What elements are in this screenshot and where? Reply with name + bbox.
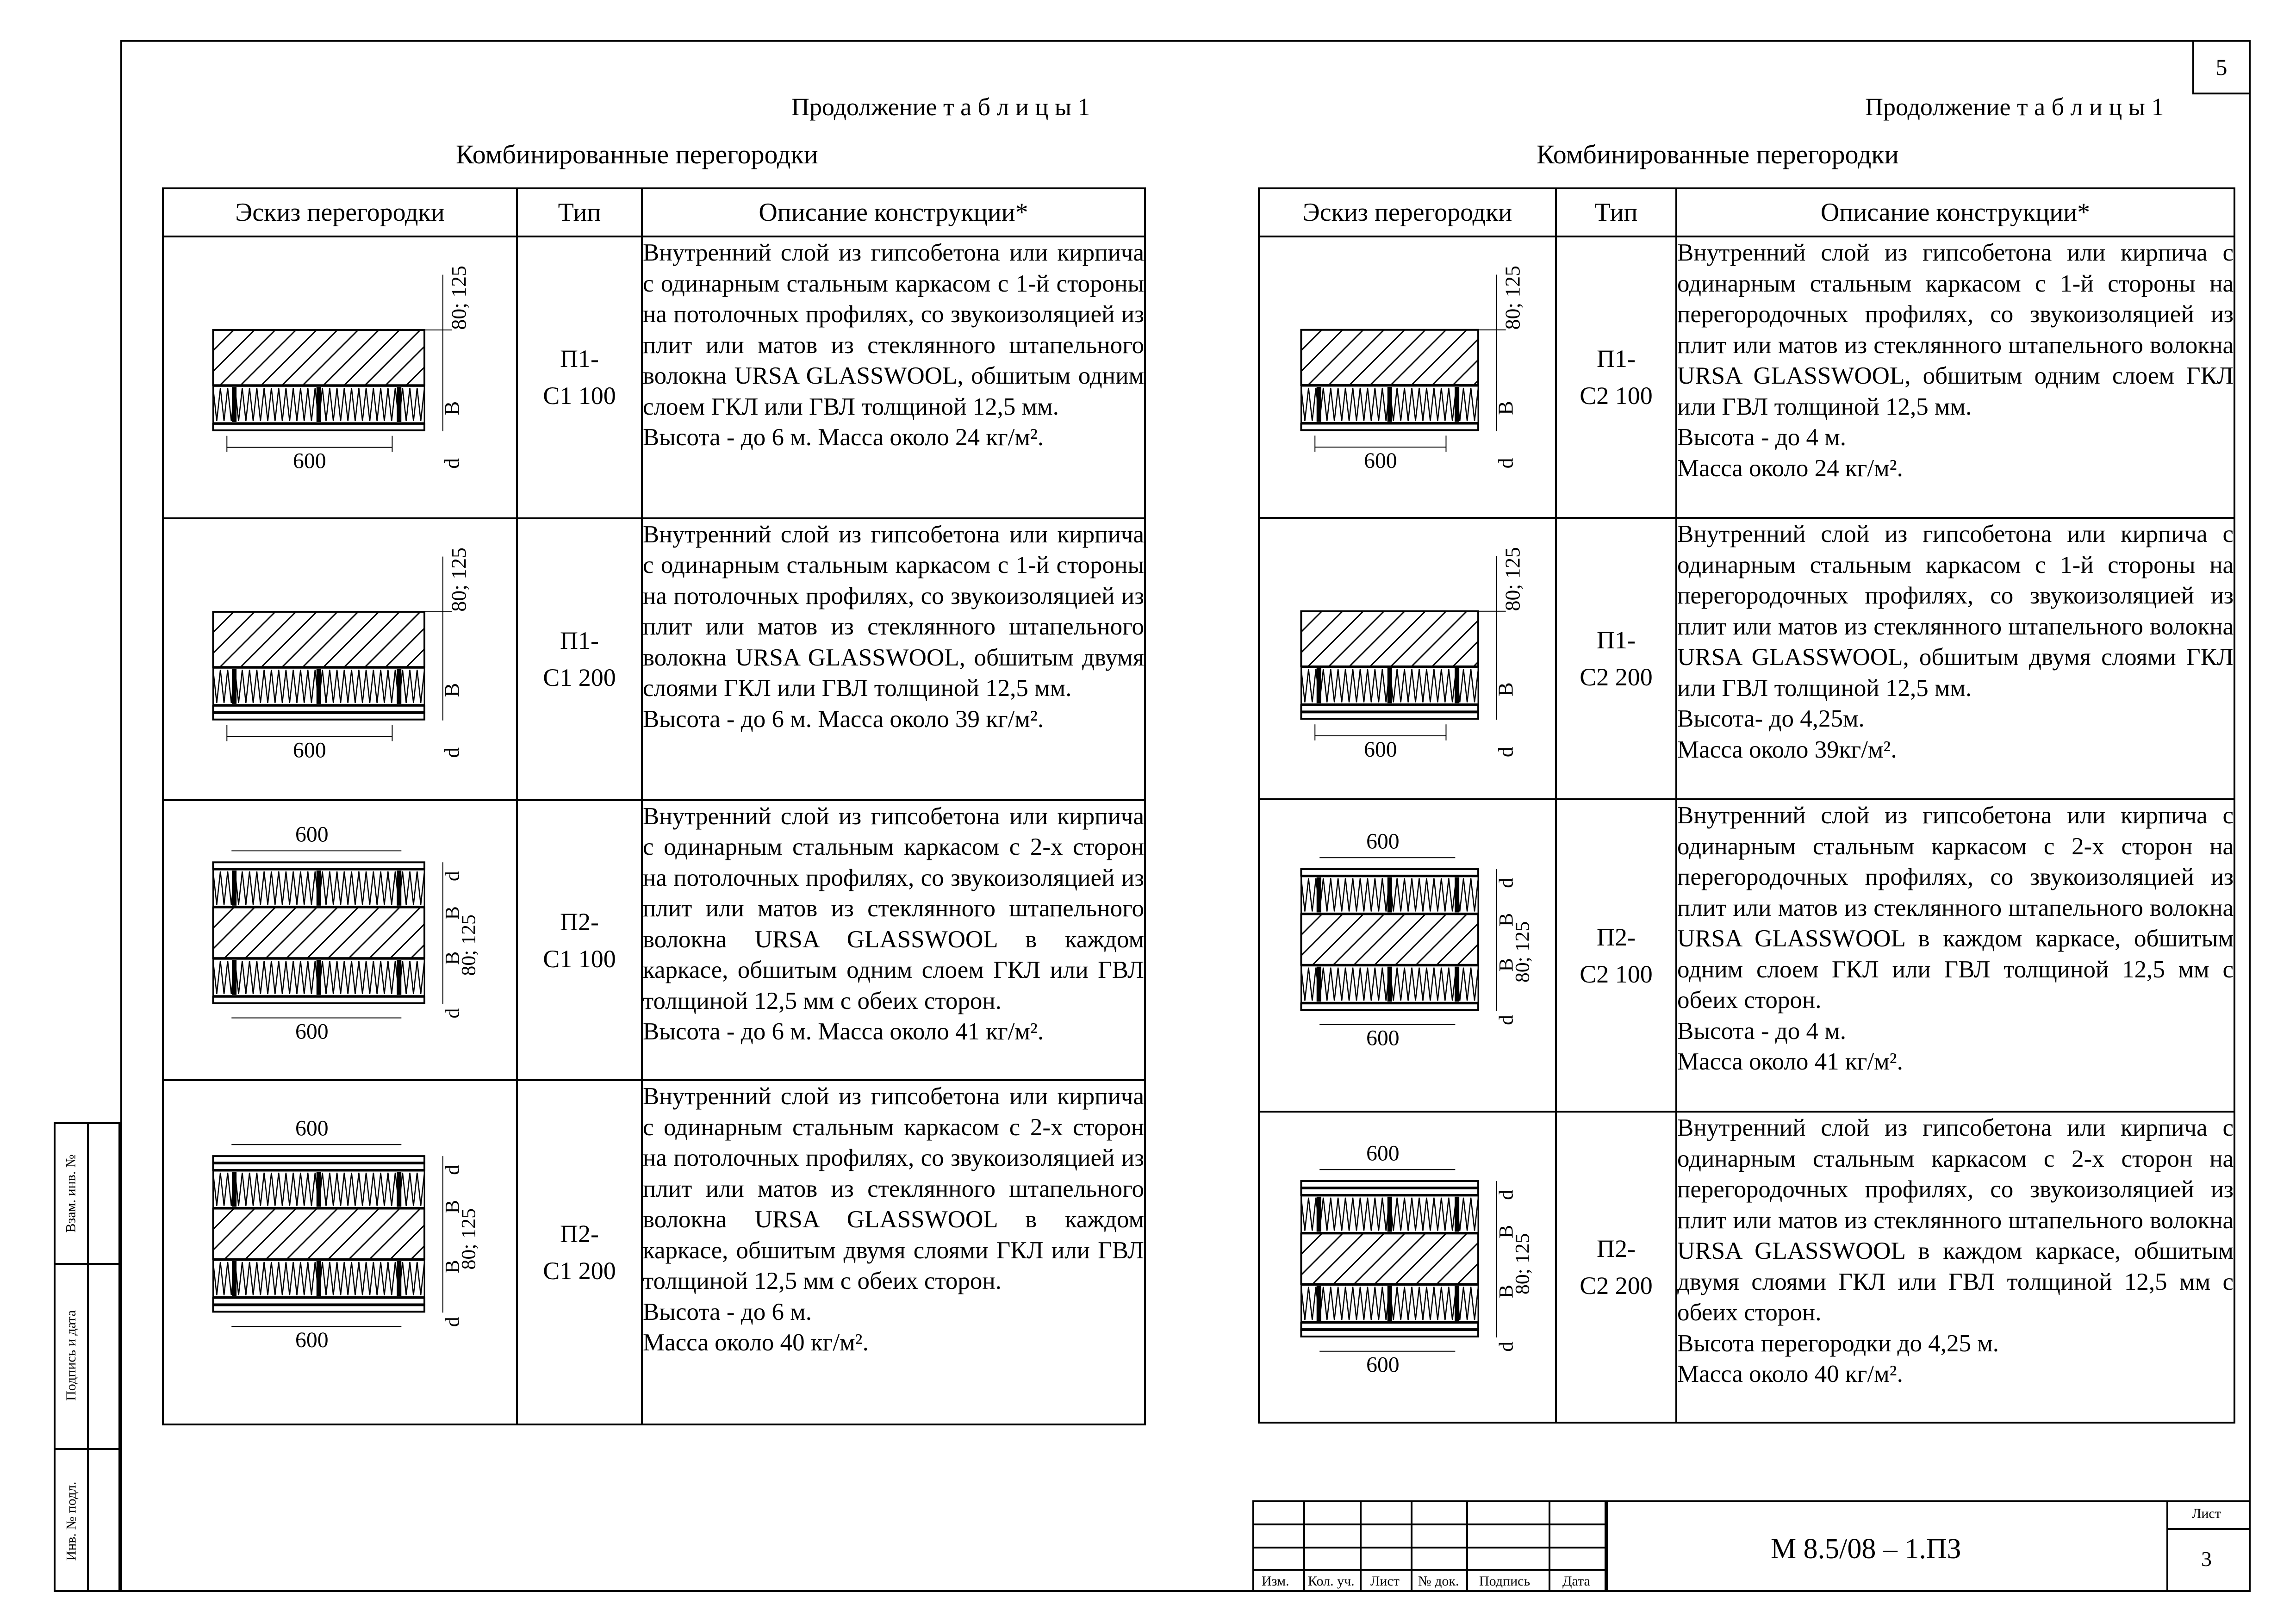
description-paragraph: Высота - до 6 м. Масса около 39 кг/м². <box>643 705 1044 733</box>
dimension-b-bottom: B <box>1495 1284 1518 1298</box>
partition-sketch <box>163 236 517 518</box>
type-code-line: С1 100 <box>543 382 616 410</box>
stamp-original-inventory: Инв. № подл. <box>63 1481 79 1561</box>
dimension-thickness: 80; 125 <box>457 1208 480 1270</box>
dimension-width-top: 600 <box>295 822 329 847</box>
partition-type <box>1556 518 1676 799</box>
dimension-b-top: B <box>441 1200 464 1214</box>
partition-row <box>163 1080 1145 1424</box>
tb-header-doc: № док. <box>1418 1573 1459 1589</box>
description-paragraph: Масса около 40 кг/м². <box>643 1329 869 1356</box>
dimension-b-bottom: B <box>441 1260 464 1274</box>
dimension-d-bottom: d <box>1495 1014 1518 1025</box>
dimension-width: 600 <box>293 738 326 763</box>
description-paragraph: Масса около 24 кг/м². <box>1677 454 1903 482</box>
type-code-line: С1 100 <box>543 945 616 973</box>
description-paragraph: Внутренний слой из гипсобетона или кирпича с одинарным стальным каркасом с 1-й стороны на перегородочных профилях, со звукоизоляцией из плит или матов из стеклянного штапельного волокна URSA GLASSWOOL, обшитым одним слоем ГКЛ или ГВЛ толщиной 12,5 мм. <box>1677 239 2234 420</box>
dimension-b-top: B <box>1495 1225 1518 1238</box>
partition-row <box>163 236 1145 518</box>
hatch <box>1260 330 1555 385</box>
type-code-line: С1 200 <box>543 1257 616 1285</box>
partition-sketch <box>163 518 517 800</box>
page-number: 5 <box>2192 40 2251 94</box>
type-code-line: П1- <box>560 627 599 655</box>
dimension-d-bottom: d <box>441 1008 464 1019</box>
description-paragraph: Высота - до 6 м. Масса около 24 кг/м². <box>643 424 1044 451</box>
dimension-d-bottom: d <box>441 1317 464 1327</box>
dimension-d-top: d <box>1495 877 1518 888</box>
dimension-width-bottom: 600 <box>1366 1352 1400 1377</box>
type-code-line: С1 200 <box>543 664 616 692</box>
partition-type <box>1556 1112 1676 1423</box>
type-code-line: П1- <box>560 345 599 373</box>
table-caption-left: Комбинированные перегородки <box>456 139 818 169</box>
partition-table-right <box>1258 187 2235 1424</box>
table-caption-right: Комбинированные перегородки <box>1537 139 1899 169</box>
dimension-width-top: 600 <box>1366 1140 1400 1165</box>
dimension-b: B <box>1493 682 1518 697</box>
partition-row <box>163 518 1145 800</box>
dimension-width-top: 600 <box>1366 829 1400 853</box>
partition-sketch-drawing <box>1260 237 1555 517</box>
dimension-d: d <box>1493 458 1518 469</box>
dimension-b-top: B <box>441 906 464 920</box>
tb-header-sheet: Лист <box>1370 1573 1400 1589</box>
dimension-b: B <box>440 401 464 416</box>
dimension-width: 600 <box>1364 737 1397 762</box>
partition-sketch-drawing <box>164 519 516 799</box>
type-code-line: С2 100 <box>1580 960 1653 988</box>
table-header-row <box>163 188 1145 236</box>
description-paragraph: Высота - до 6 м. <box>643 1298 812 1325</box>
dimension-thickness: 80; 125 <box>447 266 471 330</box>
side-stamp <box>54 1122 120 1592</box>
partition-description <box>642 800 1145 1081</box>
dimension-d: d <box>440 747 464 758</box>
stamp-replaced-inventory: Взам. инв. № <box>63 1154 79 1233</box>
description-paragraph: Внутренний слой из гипсобетона или кирпича с одинарным стальным каркасом с 1-й стороны на потолочных профилях, со звукоизоляцией из плит или матов из стеклянного штапельного волокна URSA GLASSWOOL, обшитым двумя слоями ГКЛ или ГВЛ толщиной 12,5 мм. <box>643 521 1144 702</box>
dimension-b: B <box>440 683 464 697</box>
tb-header-count: Кол. уч. <box>1308 1573 1355 1589</box>
dimension-b-top: B <box>1495 913 1518 927</box>
partition-sketch <box>163 800 517 1081</box>
type-code-line: П1- <box>1597 345 1636 373</box>
description-paragraph: Высота- до 4,25м. <box>1677 705 1865 733</box>
col-header-sketch: Эскиз перегородки <box>1259 188 1556 236</box>
dimension-thickness: 80; 125 <box>1511 1233 1534 1294</box>
partition-sketch-drawing <box>1260 801 1555 1111</box>
type-code-line: П2- <box>560 1220 599 1248</box>
description-paragraph: Внутренний слой из гипсобетона или кирпича с одинарным стальным каркасом с 2-х сторон на перегородочных профилях, со звукоизоляцией из плит или матов из стеклянного штапельного волокна URSA GLASSWOOL в каждом каркасе, обшитым одним слоем ГКЛ или ГВЛ толщиной 12,5 мм с обеих сторон. <box>1677 802 2234 1014</box>
partition-type <box>1556 236 1676 518</box>
description-paragraph: Высота - до 4 м. <box>1677 424 1847 451</box>
table-header-row <box>1259 188 2234 236</box>
partition-description <box>1676 1112 2234 1423</box>
partition-table-left <box>162 187 1146 1425</box>
description-paragraph: Внутренний слой из гипсобетона или кирпича с одинарным стальным каркасом с 1-й стороны на потолочных профилях, со звукоизоляцией из плит или матов из стеклянного штапельного волокна URSA GLASSWOOL, обшитым одним слоем ГКЛ или ГВЛ толщиной 12,5 мм. <box>643 239 1144 420</box>
description-paragraph: Масса около 41 кг/м². <box>1677 1048 1903 1076</box>
description-paragraph: Внутренний слой из гипсобетона или кирпича с одинарным стальным каркасом с 2-х сторон на потолочных профилях, со звукоизоляцией из плит или матов из стеклянного штапельного волокна URSA GLASSWOOL в каждом каркасе, обшитым одним слоем ГКЛ или ГВЛ толщиной 12,5 мм с обеих сторон. <box>643 802 1144 1014</box>
type-code-line: С2 200 <box>1580 1272 1653 1300</box>
partition-sketch <box>1259 1112 1556 1423</box>
type-code-line: С2 100 <box>1580 382 1653 410</box>
stamp-signature-date: Подпись и дата <box>63 1310 79 1401</box>
continuation-label-left: Продолжение т а б л и ц ы 1 <box>791 93 1090 121</box>
col-header-type: Тип <box>517 188 642 236</box>
dimension-width: 600 <box>1364 448 1397 473</box>
dimension-thickness: 80; 125 <box>1511 921 1534 983</box>
description-paragraph: Внутренний слой из гипсобетона или кирпича с одинарным стальным каркасом с 1-й стороны на перегородочных профилях, со звукоизоляцией из плит или матов из стеклянного штапельного волокна URSA GLASSWOOL, обшитым двумя слоями ГКЛ или ГВЛ толщиной 12,5 мм. <box>1677 521 2234 702</box>
partition-sketch-drawing <box>164 1081 516 1423</box>
partition-description <box>1676 518 2234 799</box>
partition-description <box>1676 236 2234 518</box>
col-header-sketch: Эскиз перегородки <box>163 188 517 236</box>
partition-sketch-drawing <box>1260 519 1555 798</box>
description-paragraph: Высота - до 6 м. Масса около 41 кг/м². <box>643 1018 1044 1045</box>
sheet-label: Лист <box>2192 1506 2221 1521</box>
partition-row <box>1259 799 2234 1112</box>
sheet-number: 3 <box>2201 1547 2212 1571</box>
hatch <box>1260 1233 1555 1284</box>
partition-row <box>1259 518 2234 799</box>
partition-description <box>642 236 1145 518</box>
hatch <box>164 330 516 385</box>
partition-sketch-drawing <box>1260 1113 1555 1422</box>
dimension-width: 600 <box>293 448 326 473</box>
description-paragraph: Высота перегородки до 4,25 м. <box>1677 1330 1999 1357</box>
partition-type <box>517 236 642 518</box>
description-paragraph: Масса около 40 кг/м². <box>1677 1361 1903 1388</box>
partition-row <box>1259 1112 2234 1423</box>
document-code: М 8.5/08 – 1.ПЗ <box>1771 1533 1961 1565</box>
tb-header-date: Дата <box>1562 1573 1590 1589</box>
partition-description <box>642 518 1145 800</box>
partition-sketch <box>1259 799 1556 1112</box>
description-paragraph: Высота - до 4 м. <box>1677 1017 1847 1045</box>
type-code-line: П2- <box>560 908 599 936</box>
continuation-label-right: Продолжение т а б л и ц ы 1 <box>1865 93 2164 121</box>
tb-header-signature: Подпись <box>1479 1573 1531 1589</box>
type-code-line: П1- <box>1597 626 1636 654</box>
dimension-thickness: 80; 125 <box>447 547 471 612</box>
partition-sketch <box>163 1080 517 1424</box>
type-code-line: П2- <box>1597 923 1636 951</box>
dimension-d-top: d <box>1495 1189 1518 1200</box>
dimension-d: d <box>1493 746 1518 758</box>
partition-type <box>517 518 642 800</box>
dimension-b-bottom: B <box>1495 958 1518 971</box>
hatch <box>164 612 516 667</box>
description-paragraph: Внутренний слой из гипсобетона или кирпича с одинарным стальным каркасом с 2-х сторон на потолочных профилях, со звукоизоляцией из плит или матов из стеклянного штапельного волокна URSA GLASSWOOL в каждом каркасе, обшитым двумя слоями ГКЛ или ГВЛ толщиной 12,5 мм с обеих сторон. <box>643 1083 1144 1295</box>
partition-sketch-drawing <box>164 237 516 517</box>
partition-row <box>1259 236 2234 518</box>
partition-type <box>1556 799 1676 1112</box>
partition-type <box>517 1080 642 1424</box>
dimension-thickness: 80; 125 <box>1500 265 1524 330</box>
type-code-line: П2- <box>1597 1235 1636 1263</box>
dimension-d-top: d <box>441 1165 464 1175</box>
partition-sketch-drawing <box>164 801 516 1080</box>
col-header-description: Описание конструкции* <box>642 188 1145 236</box>
description-paragraph: Масса около 39кг/м². <box>1677 736 1897 763</box>
dimension-b-bottom: B <box>441 951 464 965</box>
description-paragraph: Внутренний слой из гипсобетона или кирпича с одинарным стальным каркасом с 2-х сторон на перегородочных профилях, со звукоизоляцией из плит или матов из стеклянного штапельного волокна URSA GLASSWOOL в каждом каркасе, обшитым двумя слоями ГКЛ или ГВЛ толщиной 12,5 мм с обеих сторон. <box>1677 1114 2234 1326</box>
partition-type <box>517 800 642 1081</box>
dimension-d: d <box>440 458 464 469</box>
partition-row <box>163 800 1145 1081</box>
title-block <box>1252 1500 2251 1592</box>
tb-header-change: Изм. <box>1262 1573 1289 1589</box>
partition-sketch <box>1259 518 1556 799</box>
type-code-line: С2 200 <box>1580 663 1653 691</box>
dimension-width-top: 600 <box>295 1116 329 1141</box>
dimension-width-bottom: 600 <box>295 1328 329 1353</box>
col-header-type: Тип <box>1556 188 1676 236</box>
dimension-d-bottom: d <box>1495 1341 1518 1352</box>
dimension-width-bottom: 600 <box>1366 1026 1400 1051</box>
dimension-b: B <box>1493 401 1518 415</box>
dimension-d-top: d <box>441 871 464 881</box>
partition-description <box>1676 799 2234 1112</box>
col-header-description: Описание конструкции* <box>1676 188 2234 236</box>
dimension-width-bottom: 600 <box>295 1019 329 1044</box>
partition-description <box>642 1080 1145 1424</box>
dimension-thickness: 80; 125 <box>457 914 480 976</box>
dimension-thickness: 80; 125 <box>1500 547 1524 611</box>
hatch <box>1260 611 1555 666</box>
partition-sketch <box>1259 236 1556 518</box>
